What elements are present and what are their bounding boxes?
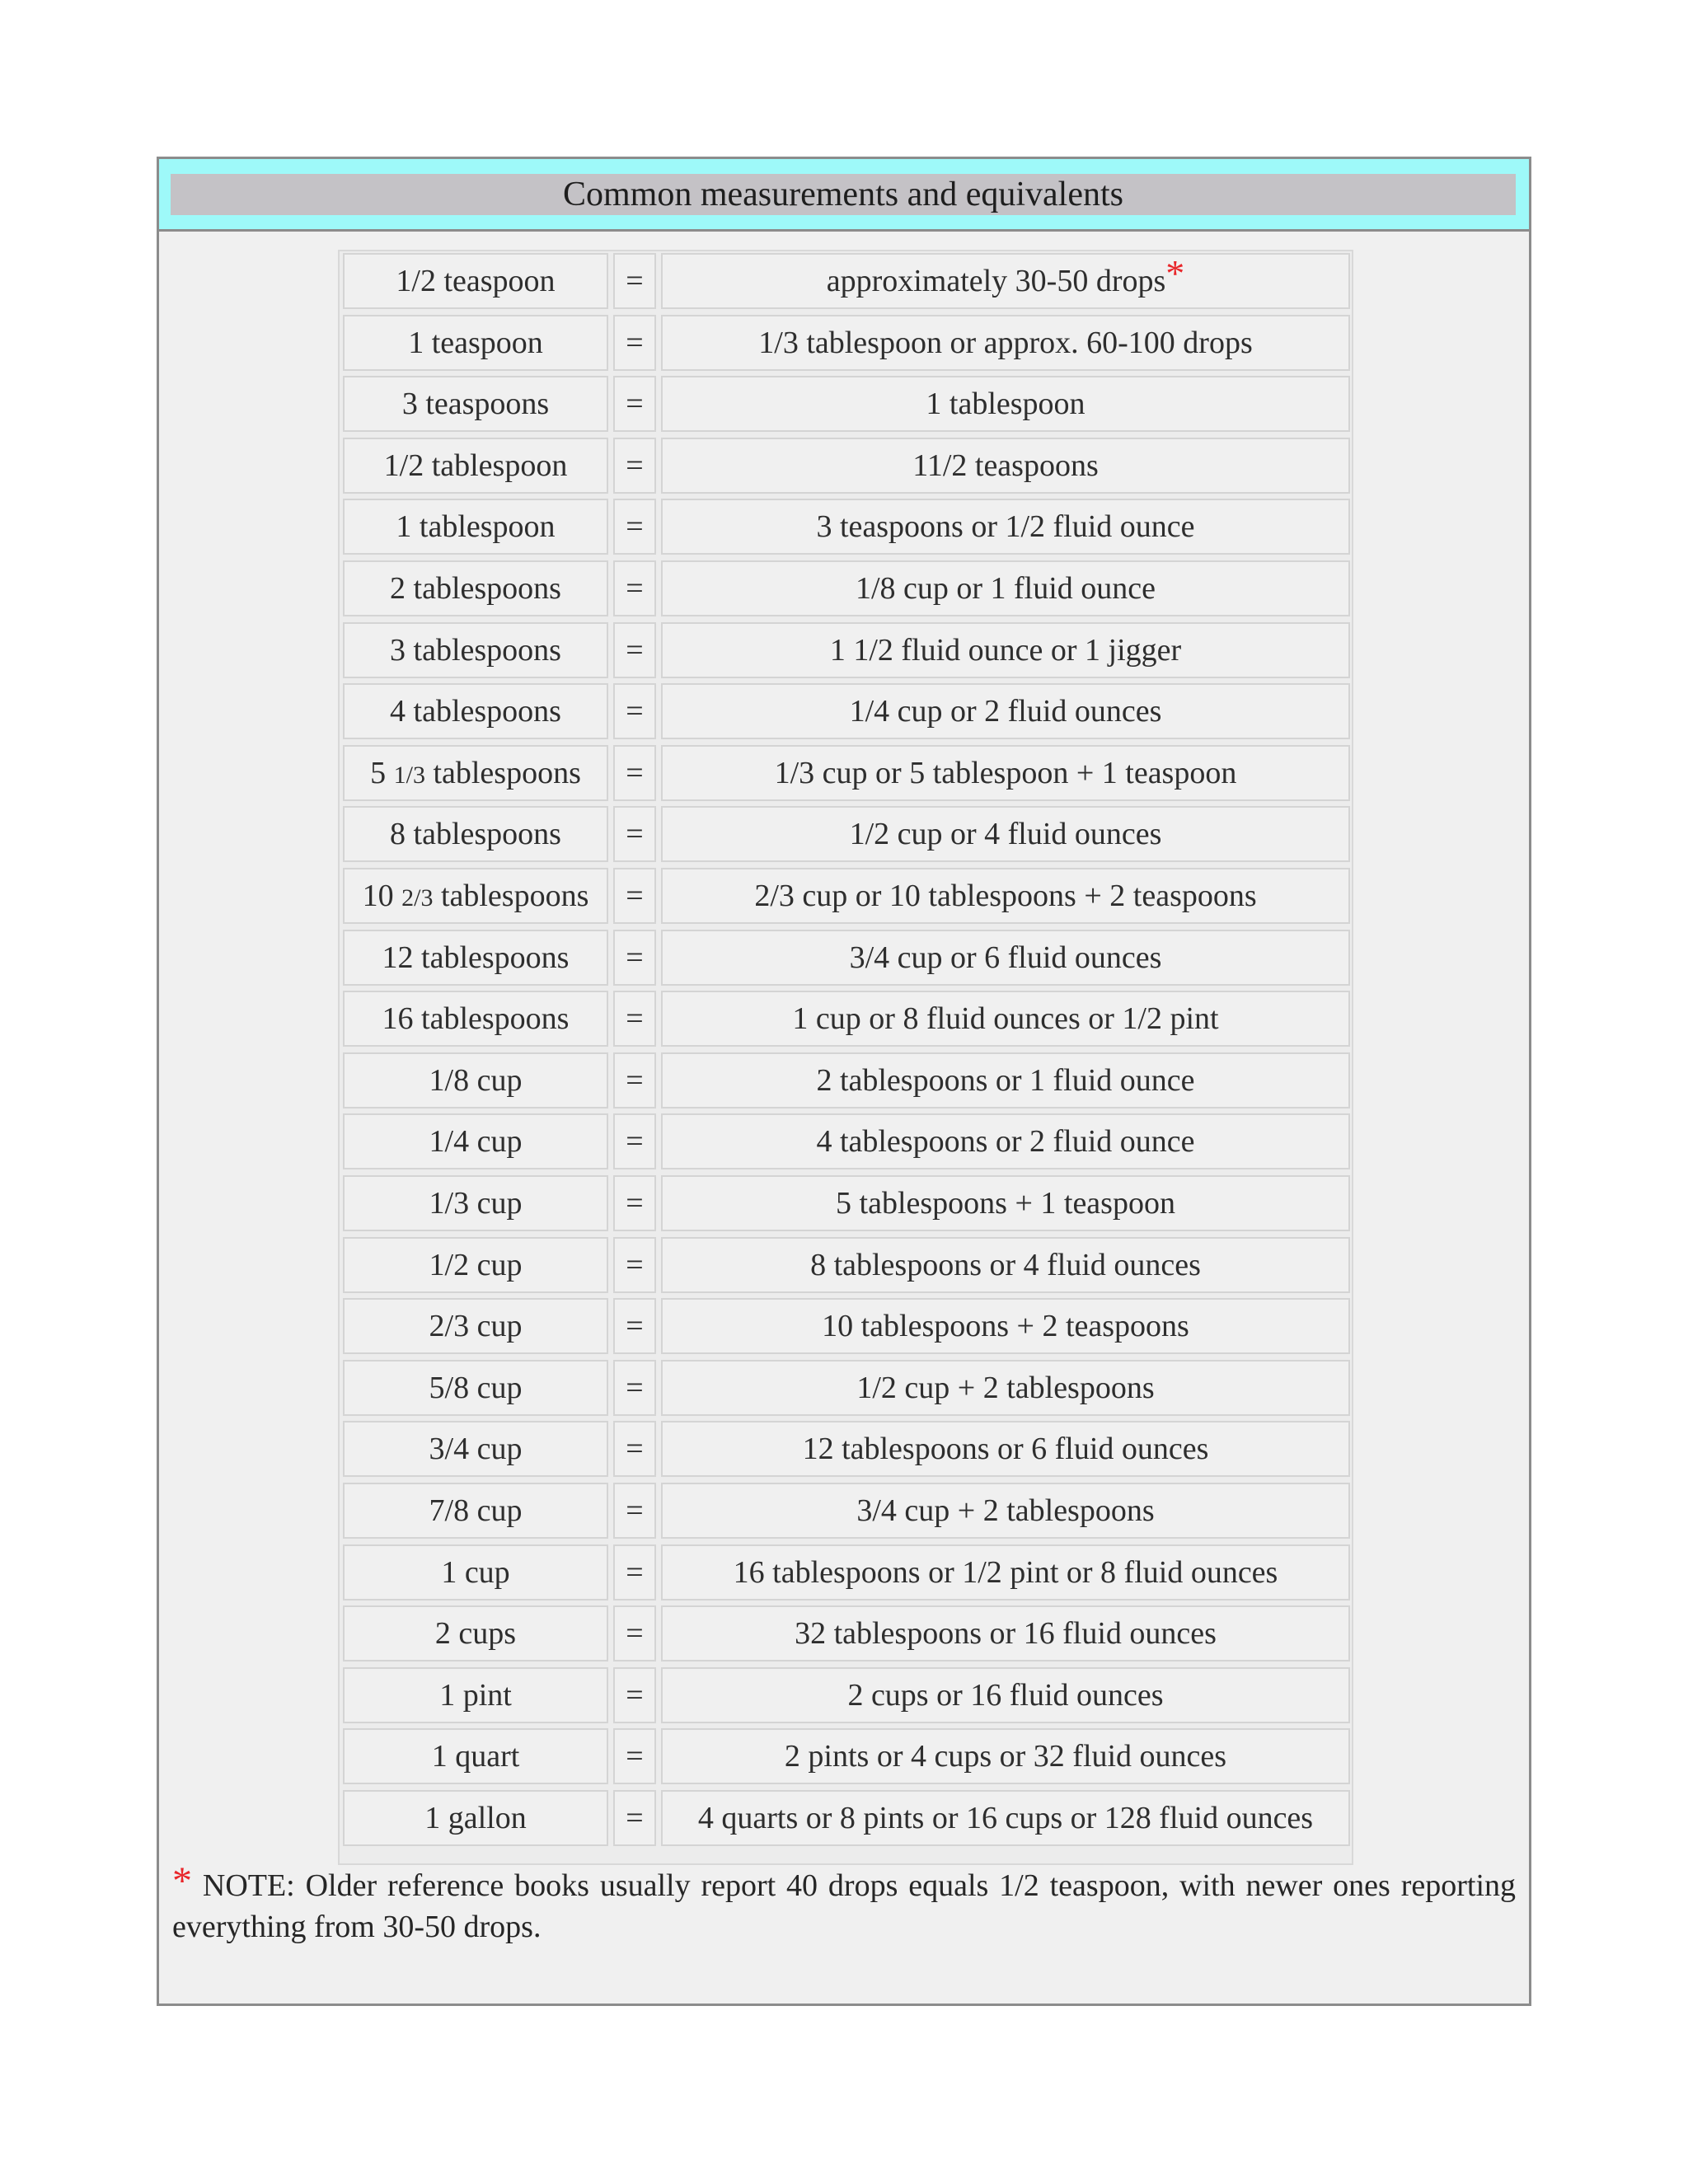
measurement-label: 7/8 cup	[429, 1493, 523, 1528]
equivalent-label: approximately 30-50 drops	[826, 264, 1166, 298]
table-row	[343, 376, 1350, 432]
measurement-whole: 10	[362, 879, 394, 913]
table-row	[343, 622, 1350, 678]
equivalent-label: 1/8 cup or 1 fluid ounce	[855, 571, 1156, 606]
equivalent-label: 1/3 tablespoon or approx. 60-100 drops	[758, 325, 1253, 360]
measurement-label: 3 tablespoons	[390, 632, 561, 668]
equivalent-label: 1 tablespoon	[926, 387, 1085, 422]
equivalent-label: 10 tablespoons + 2 teaspoons	[822, 1309, 1189, 1344]
measurement-cell	[343, 1113, 608, 1169]
title-band	[159, 159, 1529, 232]
equivalent-label: 2 pints or 4 cups or 32 fluid ounces	[784, 1739, 1227, 1774]
measurement-label: 1/2 tablespoon	[383, 448, 568, 483]
equivalent-cell	[661, 376, 1350, 432]
measurement-cell	[343, 683, 608, 739]
equivalent-label: 3/4 cup or 6 fluid ounces	[849, 940, 1162, 975]
measurement-label: 4 tablespoons	[390, 694, 561, 729]
equivalent-label: 12 tablespoons or 6 fluid ounces	[802, 1432, 1209, 1467]
equivalent-cell	[661, 1298, 1350, 1354]
equivalent-label: 2 tablespoons or 1 fluid ounce	[816, 1062, 1195, 1098]
equivalent-label: 4 quarts or 8 pints or 16 cups or 128 fluid ounces	[697, 1801, 1314, 1835]
measurement-label: 1 gallon	[424, 1801, 527, 1835]
equals-cell: =	[613, 1298, 656, 1354]
equals-cell: =	[613, 930, 656, 986]
equivalent-cell	[661, 806, 1350, 862]
equals-cell: =	[613, 560, 656, 616]
measurement-cell	[343, 1728, 608, 1784]
equivalent-label: 11/2 teaspoons	[912, 448, 1099, 483]
equivalent-cell	[661, 1728, 1350, 1784]
measurement-label: 8 tablespoons	[390, 817, 561, 852]
equals-cell: =	[613, 1052, 656, 1108]
table-row	[343, 930, 1350, 986]
equivalent-cell	[661, 991, 1350, 1047]
equivalent-cell	[661, 560, 1350, 616]
measurement-cell	[343, 868, 608, 924]
equivalent-cell	[661, 1790, 1350, 1846]
measurement-cell	[343, 1667, 608, 1723]
table-row	[343, 1113, 1350, 1169]
equals-cell: =	[613, 1483, 656, 1539]
equals-cell: =	[613, 315, 656, 371]
equivalent-cell	[661, 1421, 1350, 1477]
footnote-text: NOTE: Older reference books usually report 40 drops equals 1/2 teaspoon, with newer ones reporting everything from 30-50 drops.	[172, 1868, 1516, 1944]
equivalent-cell	[661, 253, 1350, 309]
equivalent-label: 32 tablespoons or 16 fluid ounces	[795, 1616, 1217, 1652]
measurement-cell	[343, 930, 608, 986]
measurement-cell	[343, 1790, 608, 1846]
measurement-label: 16 tablespoons	[382, 1001, 570, 1037]
measurement-label: 3 teaspoons	[401, 387, 550, 422]
equals-cell: =	[613, 1544, 656, 1601]
equivalent-cell	[661, 315, 1350, 371]
equivalent-label: 2/3 cup or 10 tablespoons + 2 teaspoons	[754, 879, 1257, 913]
measurement-label: 1 pint	[439, 1677, 512, 1713]
measurement-label: 1/3 cup	[429, 1186, 523, 1221]
equivalent-label: 3 teaspoons or 1/2 fluid ounce	[816, 509, 1195, 545]
equals-cell: =	[613, 1728, 656, 1784]
measurement-cell	[343, 806, 608, 862]
measurement-cell	[343, 1421, 608, 1477]
table-row	[343, 1790, 1350, 1846]
measurement-cell	[343, 1544, 608, 1601]
table-row	[343, 499, 1350, 555]
measurement-label: 1/8 cup	[429, 1062, 523, 1098]
footnote	[172, 1859, 1516, 1947]
equals-cell: =	[613, 1790, 656, 1846]
measurement-cell	[343, 499, 608, 555]
measurement-cell	[343, 560, 608, 616]
measurement-label: 12 tablespoons	[382, 940, 570, 975]
equivalent-label: 16 tablespoons or 1/2 pint or 8 fluid ounces	[733, 1554, 1278, 1590]
equals-cell: =	[613, 1360, 656, 1416]
measurement-cell	[343, 745, 608, 801]
measurement-cell	[343, 376, 608, 432]
equals-cell: =	[613, 499, 656, 555]
measurement-label: 1/2 teaspoon	[396, 264, 556, 298]
measurement-label: 1 tablespoon	[396, 509, 556, 545]
measurement-cell	[343, 1175, 608, 1231]
equals-cell: =	[613, 622, 656, 678]
equivalent-label: 8 tablespoons or 4 fluid ounces	[810, 1247, 1201, 1282]
equivalent-cell	[661, 1605, 1350, 1661]
measurement-label: 1/4 cup	[429, 1124, 523, 1160]
equivalent-cell	[661, 1113, 1350, 1169]
page-title: Common measurements and equivalents	[171, 174, 1516, 215]
equivalent-cell	[661, 745, 1350, 801]
measurement-fraction: 1/3	[393, 761, 425, 789]
table-row	[343, 1175, 1350, 1231]
equivalent-cell	[661, 930, 1350, 986]
table-row	[343, 1052, 1350, 1108]
measurement-unit: tablespoons	[440, 879, 589, 913]
equivalent-cell	[661, 868, 1350, 924]
measurements-panel	[157, 157, 1531, 2006]
equals-cell: =	[613, 1605, 656, 1661]
equivalent-cell	[661, 438, 1350, 494]
equals-cell: =	[613, 745, 656, 801]
equals-cell: =	[613, 438, 656, 494]
equivalent-cell	[661, 622, 1350, 678]
measurement-label: 2 cups	[434, 1616, 517, 1652]
measurement-cell	[343, 1483, 608, 1539]
measurement-cell	[343, 315, 608, 371]
measurement-cell	[343, 622, 608, 678]
equivalent-label: 1/4 cup or 2 fluid ounces	[849, 694, 1162, 729]
measurement-label: 1 teaspoon	[408, 325, 543, 360]
equivalents-table	[338, 250, 1353, 1865]
equivalent-cell	[661, 1237, 1350, 1293]
table-row	[343, 1483, 1350, 1539]
equivalent-label: 1/2 cup + 2 tablespoons	[856, 1370, 1155, 1405]
table-row	[343, 991, 1350, 1047]
measurement-label: 2 tablespoons	[390, 571, 561, 606]
measurement-cell	[343, 991, 608, 1047]
equals-cell: =	[613, 1113, 656, 1169]
measurement-cell	[343, 1052, 608, 1108]
equals-cell: =	[613, 253, 656, 309]
equals-cell: =	[613, 1421, 656, 1477]
equivalent-cell	[661, 683, 1350, 739]
equivalent-cell	[661, 1544, 1350, 1601]
measurement-cell	[343, 1298, 608, 1354]
measurement-cell	[343, 1360, 608, 1416]
table-row	[343, 1421, 1350, 1477]
measurement-cell	[343, 1605, 608, 1661]
measurement-label: 3/4 cup	[429, 1432, 523, 1467]
equals-cell: =	[613, 1667, 656, 1723]
equals-cell: =	[613, 376, 656, 432]
equivalent-label: 3/4 cup + 2 tablespoons	[856, 1493, 1155, 1528]
table-row	[343, 438, 1350, 494]
measurement-whole: 5	[370, 755, 387, 790]
equivalent-label: 1/2 cup or 4 fluid ounces	[849, 817, 1162, 852]
measurement-label: 1 quart	[431, 1739, 520, 1774]
table-row	[343, 1360, 1350, 1416]
equivalent-label: 5 tablespoons + 1 teaspoon	[836, 1186, 1175, 1221]
table-row	[343, 1605, 1350, 1661]
footnote-asterisk: *	[172, 1859, 192, 1903]
footnote-marker: *	[1165, 252, 1185, 294]
table-row	[343, 1728, 1350, 1784]
measurement-label: 5/8 cup	[429, 1370, 523, 1405]
table-row	[343, 1298, 1350, 1354]
table-row	[343, 806, 1350, 862]
equals-cell: =	[613, 806, 656, 862]
table-row	[343, 1667, 1350, 1723]
equivalent-cell	[661, 1483, 1350, 1539]
measurement-label: 1/2 cup	[429, 1247, 523, 1282]
measurement-cell	[343, 1237, 608, 1293]
equals-cell: =	[613, 868, 656, 924]
equivalent-cell	[661, 1175, 1350, 1231]
table-row	[343, 560, 1350, 616]
measurement-label: 1 cup	[441, 1554, 510, 1590]
equals-cell: =	[613, 1237, 656, 1293]
measurement-label: 2/3 cup	[429, 1309, 523, 1344]
measurement-unit: tablespoons	[433, 755, 581, 790]
table-row	[343, 745, 1350, 801]
equals-cell: =	[613, 991, 656, 1047]
measurement-cell	[343, 253, 608, 309]
equivalent-cell	[661, 1052, 1350, 1108]
equivalent-label: 4 tablespoons or 2 fluid ounce	[816, 1124, 1195, 1160]
equivalent-cell	[661, 1667, 1350, 1723]
equivalent-cell	[661, 1360, 1350, 1416]
equals-cell: =	[613, 1175, 656, 1231]
measurement-fraction: 2/3	[401, 884, 434, 912]
table-row	[343, 315, 1350, 371]
measurement-cell	[343, 438, 608, 494]
equals-cell: =	[613, 683, 656, 739]
table-row	[343, 1237, 1350, 1293]
table-row	[343, 868, 1350, 924]
equivalent-label: 1 cup or 8 fluid ounces or 1/2 pint	[792, 1001, 1219, 1037]
equivalent-label: 1/3 cup or 5 tablespoon + 1 teaspoon	[774, 755, 1237, 790]
equivalent-label: 2 cups or 16 fluid ounces	[847, 1677, 1164, 1713]
table-row	[343, 253, 1350, 309]
table-row	[343, 1544, 1350, 1601]
table-row	[343, 683, 1350, 739]
equivalent-label: 1 1/2 fluid ounce or 1 jigger	[829, 632, 1182, 668]
equivalent-cell	[661, 499, 1350, 555]
